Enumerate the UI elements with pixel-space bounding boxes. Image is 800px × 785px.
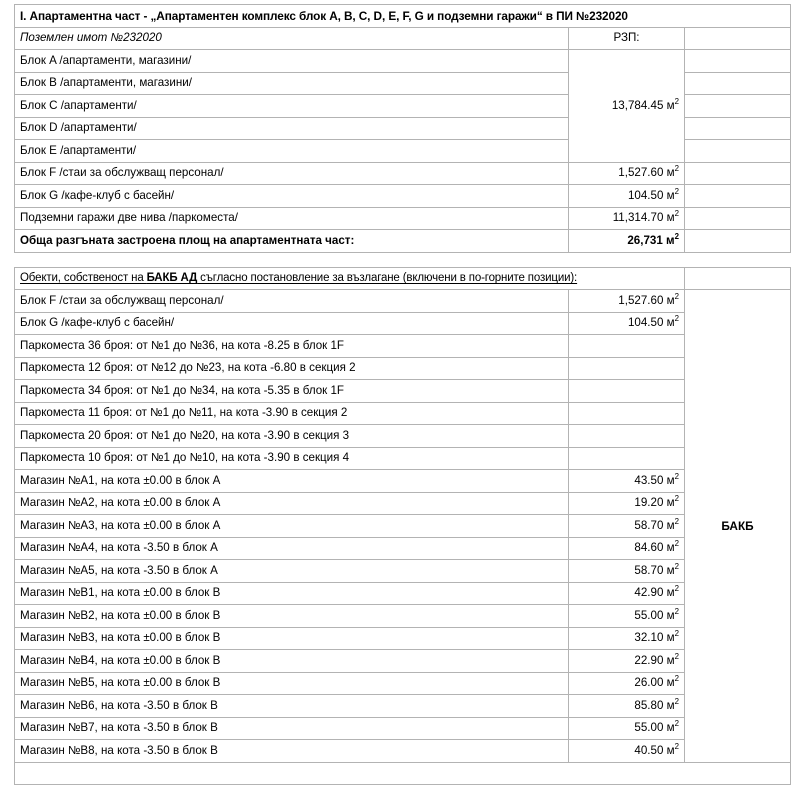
row-value: [569, 380, 685, 403]
table-row: [15, 695, 791, 718]
row-value: 1,527.60 $м^2$: [569, 290, 685, 313]
table-row: [15, 650, 791, 673]
row-label: Блок C /апартаменти/: [15, 95, 569, 118]
row-value: 22.90 $м^2$: [569, 650, 685, 673]
row-value: 84.60 $м^2$: [569, 537, 685, 560]
unit-superscript: 2: [675, 539, 679, 548]
property-subtitle: Поземлен имот №232020: [15, 27, 569, 50]
unit-superscript: 2: [675, 494, 679, 503]
row-value: 58.70 $м^2$: [569, 560, 685, 583]
row-owner-empty: [685, 140, 791, 163]
unit-superscript: 2: [675, 674, 679, 683]
total-owner-empty: [685, 230, 791, 253]
bakb-owned-objects-table: [14, 267, 791, 785]
trailing-blank-cell: [15, 762, 791, 785]
row-label: Блок E /апартаменти/: [15, 140, 569, 163]
row-label: Блок F /стаи за обслужващ персонал/: [15, 290, 569, 313]
table-row: [15, 290, 791, 313]
row-label: Магазин №B1, на кота ±0.00 в блок B: [15, 582, 569, 605]
table-row: [15, 425, 791, 448]
row-owner-empty: [685, 117, 791, 140]
row-label: Блок D /апартаменти/: [15, 117, 569, 140]
table-row-subtitle: [15, 27, 791, 50]
bakb-note-part1: Обекти, собственост на: [20, 272, 147, 284]
unit-superscript: 2: [675, 697, 679, 706]
row-label: Паркоместа 36 броя: от №1 до №36, на кота -8.25 в блок 1F: [15, 335, 569, 358]
table-gap-spacer: [14, 253, 790, 267]
row-owner-empty: [685, 72, 791, 95]
table-row: [15, 335, 791, 358]
row-value: 55.00 $м^2$: [569, 717, 685, 740]
table-row: [15, 185, 791, 208]
row-value: 104.50 $м^2$: [569, 312, 685, 335]
row-value: [569, 447, 685, 470]
apartment-part-table: [14, 4, 791, 253]
row-label: Магазин №A2, на кота ±0.00 в блок A: [15, 492, 569, 515]
row-value: 11,314.70 $м^2$: [569, 207, 685, 230]
total-label: Обща разгъната застроена площ на апартаментната част:: [15, 230, 569, 253]
row-label: Магазин №B7, на кота -3.50 в блок B: [15, 717, 569, 740]
unit-superscript: 2: [675, 742, 679, 751]
row-value: 104.50 $м^2$: [569, 185, 685, 208]
row-label: Блок G /кафе-клуб с басейн/: [15, 312, 569, 335]
row-owner-empty: [685, 95, 791, 118]
table-row: [15, 740, 791, 763]
table-row: [15, 470, 791, 493]
row-label: Паркоместа 12 броя: от №12 до №23, на кота -6.80 в секция 2: [15, 357, 569, 380]
row-label: Блок F /стаи за обслужващ персонал/: [15, 162, 569, 185]
table-row-note: [15, 267, 791, 290]
unit-superscript: 2: [675, 209, 679, 218]
row-value: 42.90 $м^2$: [569, 582, 685, 605]
row-value: 40.50 $м^2$: [569, 740, 685, 763]
row-value: 85.80 $м^2$: [569, 695, 685, 718]
table-row: [15, 560, 791, 583]
document-title: I. Апартаментна част - „Апартаментен комплекс блок A, B, C, D, E, F, G и подземни гаражи“ в ПИ №232020: [15, 5, 791, 28]
row-label: Блок G /кафе-клуб с басейн/: [15, 185, 569, 208]
row-label: Магазин №B6, на кота -3.50 в блок B: [15, 695, 569, 718]
bakb-note: [15, 267, 685, 290]
unit-superscript: 2: [675, 629, 679, 638]
table-row-total: [15, 230, 791, 253]
unit-superscript: 2: [675, 187, 679, 196]
row-label: Паркоместа 20 броя: от №1 до №20, на кота -3.90 в секция 3: [15, 425, 569, 448]
table-row: [15, 447, 791, 470]
row-value: [569, 402, 685, 425]
row-value: 19.20 $м^2$: [569, 492, 685, 515]
unit-superscript: 2: [675, 584, 679, 593]
unit-superscript: 2: [675, 472, 679, 481]
merged-area-value: 13,784.45 $м^2$: [569, 50, 685, 163]
unit-superscript: 2: [675, 607, 679, 616]
table-row: [15, 50, 791, 73]
unit-superscript: 2: [675, 719, 679, 728]
unit-superscript: 2: [675, 292, 679, 301]
unit-superscript: 2: [675, 97, 679, 106]
table-row: [15, 717, 791, 740]
value-column-header: РЗП:: [569, 27, 685, 50]
row-owner-empty: [685, 50, 791, 73]
bakb-note-part3: съгласно постановление за възлагане (включени в по-горните позиции):: [197, 272, 577, 284]
row-label: Магазин №A1, на кота ±0.00 в блок A: [15, 470, 569, 493]
total-value: 26,731 $м^2$: [569, 230, 685, 253]
row-value: 43.50 $м^2$: [569, 470, 685, 493]
table-row: [15, 627, 791, 650]
unit-superscript: 2: [675, 314, 679, 323]
table-row: [15, 402, 791, 425]
row-label: Блок B /апартаменти, магазини/: [15, 72, 569, 95]
table-row: [15, 162, 791, 185]
row-label: Блок A /апартаменти, магазини/: [15, 50, 569, 73]
table-row: [15, 537, 791, 560]
unit-superscript: 2: [675, 164, 679, 173]
row-label: Магазин №B4, на кота ±0.00 в блок B: [15, 650, 569, 673]
table-row: [15, 207, 791, 230]
table-row: [15, 380, 791, 403]
row-label: Магазин №B8, на кота -3.50 в блок B: [15, 740, 569, 763]
row-value: 26.00 $м^2$: [569, 672, 685, 695]
unit-superscript: 2: [675, 652, 679, 661]
owner-column-header-empty: [685, 27, 791, 50]
row-value: 32.10 $м^2$: [569, 627, 685, 650]
table-row: [15, 672, 791, 695]
row-value: 1,527.60 $м^2$: [569, 162, 685, 185]
row-owner-empty: [685, 162, 791, 185]
row-label: Подземни гаражи две нива /паркоместа/: [15, 207, 569, 230]
row-label: Магазин №A4, на кота -3.50 в блок A: [15, 537, 569, 560]
row-value: 58.70 $м^2$: [569, 515, 685, 538]
row-value: [569, 357, 685, 380]
row-label: Паркоместа 10 броя: от №1 до №10, на кота -3.90 в секция 4: [15, 447, 569, 470]
row-owner-empty: [685, 207, 791, 230]
row-value: [569, 425, 685, 448]
owner-merged-cell: БАКБ: [685, 290, 791, 763]
row-label: Паркоместа 34 броя: от №1 до №34, на кота -5.35 в блок 1F: [15, 380, 569, 403]
row-label: Магазин №B5, на кота ±0.00 в блок B: [15, 672, 569, 695]
note-owner-empty: [685, 267, 791, 290]
row-label: Магазин №B2, на кота ±0.00 в блок B: [15, 605, 569, 628]
row-value: [569, 335, 685, 358]
table-row: [15, 492, 791, 515]
table-row: [15, 312, 791, 335]
row-label: Магазин №A3, на кота ±0.00 в блок A: [15, 515, 569, 538]
row-label: Магазин №B3, на кота ±0.00 в блок B: [15, 627, 569, 650]
bakb-note-company: БАКБ АД: [147, 272, 198, 284]
table-row: [15, 582, 791, 605]
unit-superscript: 2: [675, 517, 679, 526]
unit-superscript: 2: [675, 232, 679, 241]
row-label: Паркоместа 11 броя: от №1 до №11, на кота -3.90 в секция 2: [15, 402, 569, 425]
table-row: [15, 605, 791, 628]
table-row-trailing-blank: [15, 762, 791, 785]
row-value: 55.00 $м^2$: [569, 605, 685, 628]
table-row: [15, 515, 791, 538]
row-label: Магазин №A5, на кота -3.50 в блок A: [15, 560, 569, 583]
table-row-title: [15, 5, 791, 28]
unit-superscript: 2: [675, 562, 679, 571]
row-owner-empty: [685, 185, 791, 208]
table-row: [15, 357, 791, 380]
